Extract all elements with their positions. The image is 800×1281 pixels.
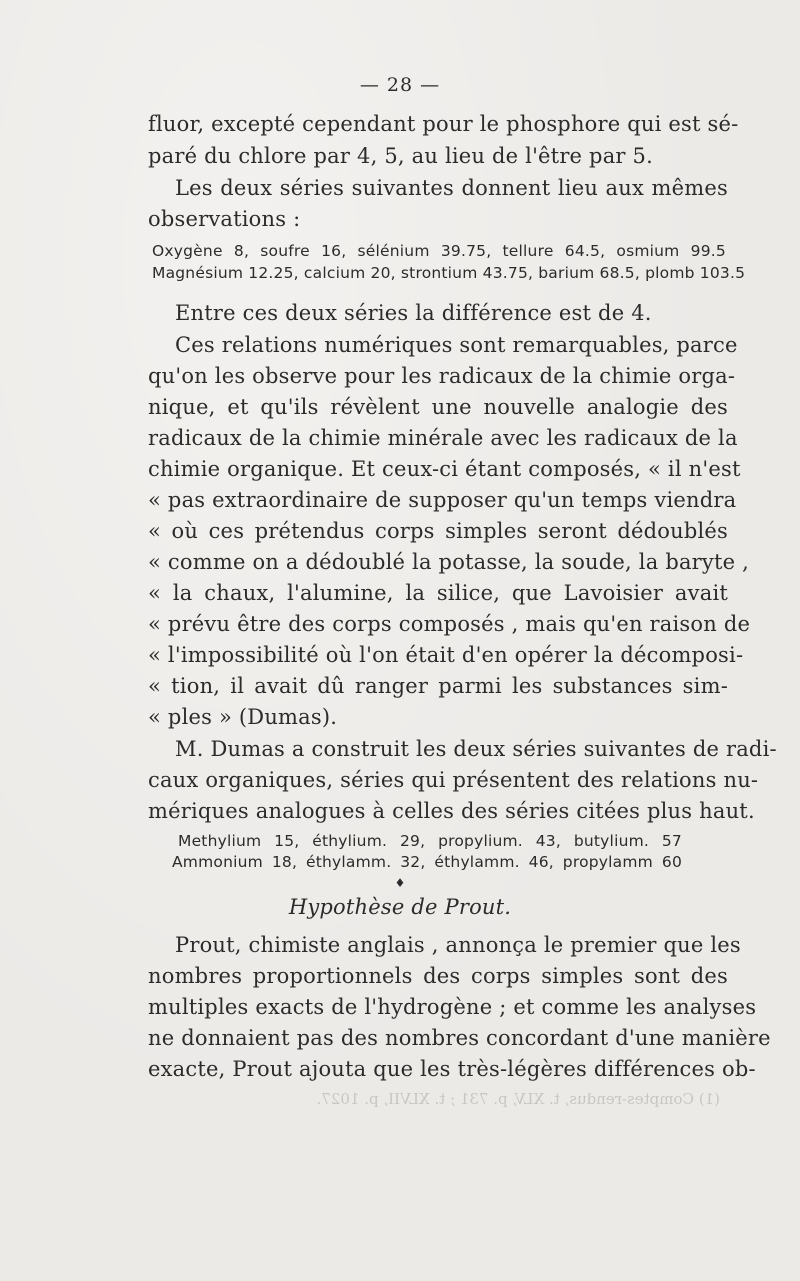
element-series-line: Magnésium 12.25, calcium 20, strontium 43.75, barium 68.5, plomb 103.5 xyxy=(152,264,746,282)
text-line: qu'on les observe pour les radicaux de la chimie orga- xyxy=(148,364,736,388)
page-number: — 28 — xyxy=(359,74,441,96)
ornament-glyph: ♦ xyxy=(394,876,406,890)
quote-line: « la chaux, l'alumine, la silice, que Lavoisier avait xyxy=(148,581,728,605)
quote-line: « l'impossibilité où l'on était d'en opérer la décomposi- xyxy=(148,643,744,667)
text-line: nique, et qu'ils révèlent une nouvelle analogie des xyxy=(148,395,728,419)
element-series-line: Oxygène 8, soufre 16, sélénium 39.75, tellure 64.5, osmium 99.5 xyxy=(152,242,726,260)
text-line: Ces relations numériques sont remarquables, parce xyxy=(175,333,738,357)
text-line: multiples exacts de l'hydrogène ; et comme les analyses xyxy=(148,995,757,1019)
text-line: fluor, excepté cependant pour le phosphore qui est sé- xyxy=(148,112,739,136)
text-line: exacte, Prout ajouta que les très-légères différences ob- xyxy=(148,1057,756,1081)
section-heading: Hypothèse de Prout. xyxy=(288,895,512,919)
text-line: Entre ces deux séries la différence est de 4. xyxy=(175,301,652,325)
text-line: mériques analogues à celles des séries citées plus haut. xyxy=(148,799,755,823)
text-line: chimie organique. Et ceux-ci étant composés, « il n'est xyxy=(148,457,741,481)
text-line: caux organiques, séries qui présentent des relations nu- xyxy=(148,768,759,792)
radical-series-line: Ammonium 18, éthylamm. 32, éthylamm. 46, propylamm 60 xyxy=(172,853,682,871)
quote-line: « où ces prétendus corps simples seront dédoublés xyxy=(148,519,728,543)
text-line: nombres proportionnels des corps simples sont des xyxy=(148,964,728,988)
text-line: Prout, chimiste anglais , annonça le premier que les xyxy=(175,933,741,957)
quote-line: « tion, il avait dû ranger parmi les substances sim- xyxy=(148,674,728,698)
quote-line: « comme on a dédoublé la potasse, la soude, la baryte , xyxy=(148,550,749,574)
text-line: observations : xyxy=(148,207,301,231)
text-line: paré du chlore par 4, 5, au lieu de l'être par 5. xyxy=(148,144,653,168)
quote-line: « pas extraordinaire de supposer qu'un temps viendra xyxy=(148,488,737,512)
text-line: Les deux séries suivantes donnent lieu aux mêmes xyxy=(175,176,728,200)
quote-line: « ples » (Dumas). xyxy=(148,705,338,729)
quote-line: « prévu être des corps composés , mais qu'en raison de xyxy=(148,612,751,636)
text-line: ne donnaient pas des nombres concordant d'une manière xyxy=(148,1026,771,1050)
radical-series-line: Methylium 15, éthylium. 29, propylium. 43, butylium. 57 xyxy=(178,832,682,850)
text-line: radicaux de la chimie minérale avec les radicaux de la xyxy=(148,426,738,450)
bleed-through-footnote: (1) Comptes-rendus, t. XLV, p. 731 ; t. XLVII, p. 1027. xyxy=(316,1090,720,1108)
text-line: M. Dumas a construit les deux séries suivantes de radi- xyxy=(175,737,777,761)
